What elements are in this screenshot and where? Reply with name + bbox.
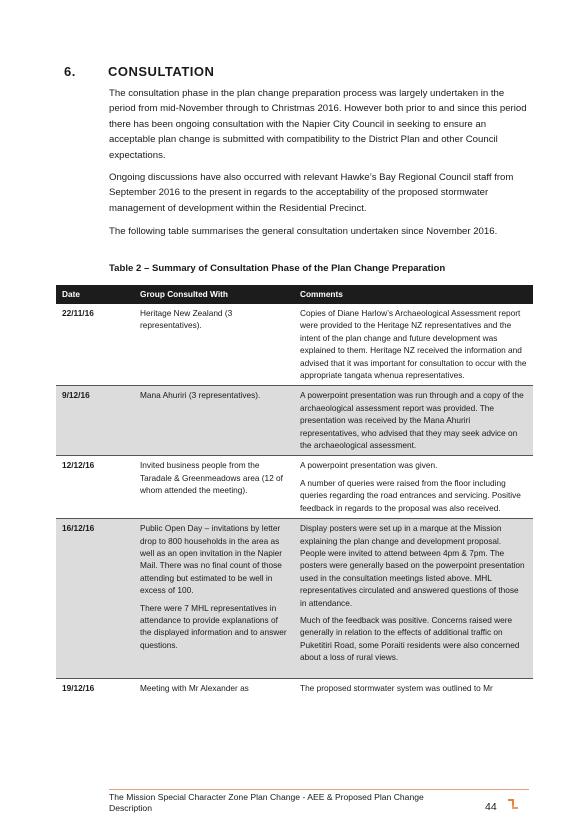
section-number: 6. bbox=[64, 64, 76, 79]
table-row bbox=[56, 304, 533, 386]
page-number: 44 bbox=[485, 801, 497, 813]
group-text: Meeting with Mr Alexander as bbox=[140, 682, 249, 693]
header-comments: Comments bbox=[294, 285, 533, 304]
row-comments bbox=[294, 386, 533, 456]
table-caption: Table 2 – Summary of Consultation Phase of the Plan Change Preparation bbox=[109, 263, 446, 274]
group-text: Mana Ahuriri (3 representatives). bbox=[140, 390, 261, 401]
row-date: 9/12/16 bbox=[56, 386, 134, 456]
paragraph-2: Ongoing discussions have also occurred with relevant Hawke’s Bay Regional Council staff from September 2016 to the present in regards to the acceptability of the proposed stormwater management of development within the Residential Precinct. bbox=[109, 172, 514, 214]
row-date: 22/11/16 bbox=[56, 304, 134, 386]
row-comments bbox=[294, 678, 533, 698]
table-row bbox=[56, 386, 533, 456]
row-group bbox=[134, 519, 294, 678]
header-date: Date bbox=[56, 285, 134, 304]
group-text: Public Open Day – invitations by letter drop to 800 households in the area as well as an open invitation in the Napier Mail. There was no final count of those attending but estimated to be well in excess of 100. bbox=[140, 523, 283, 596]
paragraph-1: The consultation phase in the plan change preparation process was largely undertaken in the period from mid-November through to Christmas 2016. However both prior to and since this period there has been ongoing consultation with the Napier City Council in seeking to ensure an acceptable plan change is submitted with compatibility to the District Plan and other Council expectations. bbox=[109, 88, 527, 161]
row-group bbox=[134, 304, 294, 386]
comment-text: Copies of Diane Harlow’s Archaeological Assessment report were provided to the Heritage NZ representatives and the intent of the plan change and future development was explained to them. Heritage NZ received the information and advised that it was important for consultation to occur with the appropriate tangata whenua representatives. bbox=[300, 308, 527, 381]
comment-text: A number of queries were raised from the floor including queries regarding the road entrances and servicing. Positive feedback in regards to the proposal was also received. bbox=[300, 477, 521, 513]
footer-divider bbox=[109, 789, 529, 790]
comment-text: Display posters were set up in a marque at the Mission explaining the plan change and development proposal. People were invited to attend between 4pm & 7pm. The posters were generally based on the powerpoint presentation used in the consultation meetings listed above. MHL representatives circulated and answered questions of those in attendance. bbox=[300, 523, 525, 608]
section-heading bbox=[64, 64, 214, 79]
group-text: There were 7 MHL representatives in attendance to provide explanations of the displayed information and to answer questions. bbox=[140, 602, 287, 650]
row-date: 12/12/16 bbox=[56, 456, 134, 519]
comment-text: The proposed stormwater system was outlined to Mr bbox=[300, 682, 493, 693]
row-group bbox=[134, 678, 294, 698]
row-comments bbox=[294, 304, 533, 386]
table-row bbox=[56, 678, 533, 698]
row-group bbox=[134, 386, 294, 456]
brand-logo-icon bbox=[506, 797, 520, 811]
header-group: Group Consulted With bbox=[134, 285, 294, 304]
comment-text: A powerpoint presentation was given. bbox=[300, 460, 438, 471]
footer-text: The Mission Special Character Zone Plan Change - AEE & Proposed Plan Change Description bbox=[109, 792, 424, 813]
row-date: 19/12/16 bbox=[62, 682, 95, 693]
group-text: Heritage New Zealand (3 representatives). bbox=[140, 308, 233, 331]
row-comments bbox=[294, 456, 533, 519]
table-row bbox=[56, 519, 533, 678]
row-date: 16/12/16 bbox=[56, 519, 134, 678]
consultation-table bbox=[56, 285, 533, 698]
row-comments bbox=[294, 519, 533, 678]
table-row bbox=[56, 456, 533, 519]
section-title: CONSULTATION bbox=[108, 64, 215, 79]
row-group bbox=[134, 456, 294, 519]
table-header-row bbox=[56, 285, 533, 304]
comment-text: A powerpoint presentation was run through and a copy of the archaeological assessment report was provided. The presentation was received by the Mana Ahuriri representatives, who advised that they may seek advice on the archaeological assessment. bbox=[300, 390, 524, 451]
comment-text: Much of the feedback was positive. Concerns raised were generally in relation to the effects of additional traffic on Puketitiri Road, some Poraiti residents were also concerned about a loss of rural views. bbox=[300, 614, 520, 663]
paragraph-3: The following table summarises the general consultation undertaken since November 2016. bbox=[109, 226, 498, 237]
group-text: Invited business people from the Taradale & Greenmeadows area (12 of whom attended the meeting). bbox=[140, 460, 283, 496]
